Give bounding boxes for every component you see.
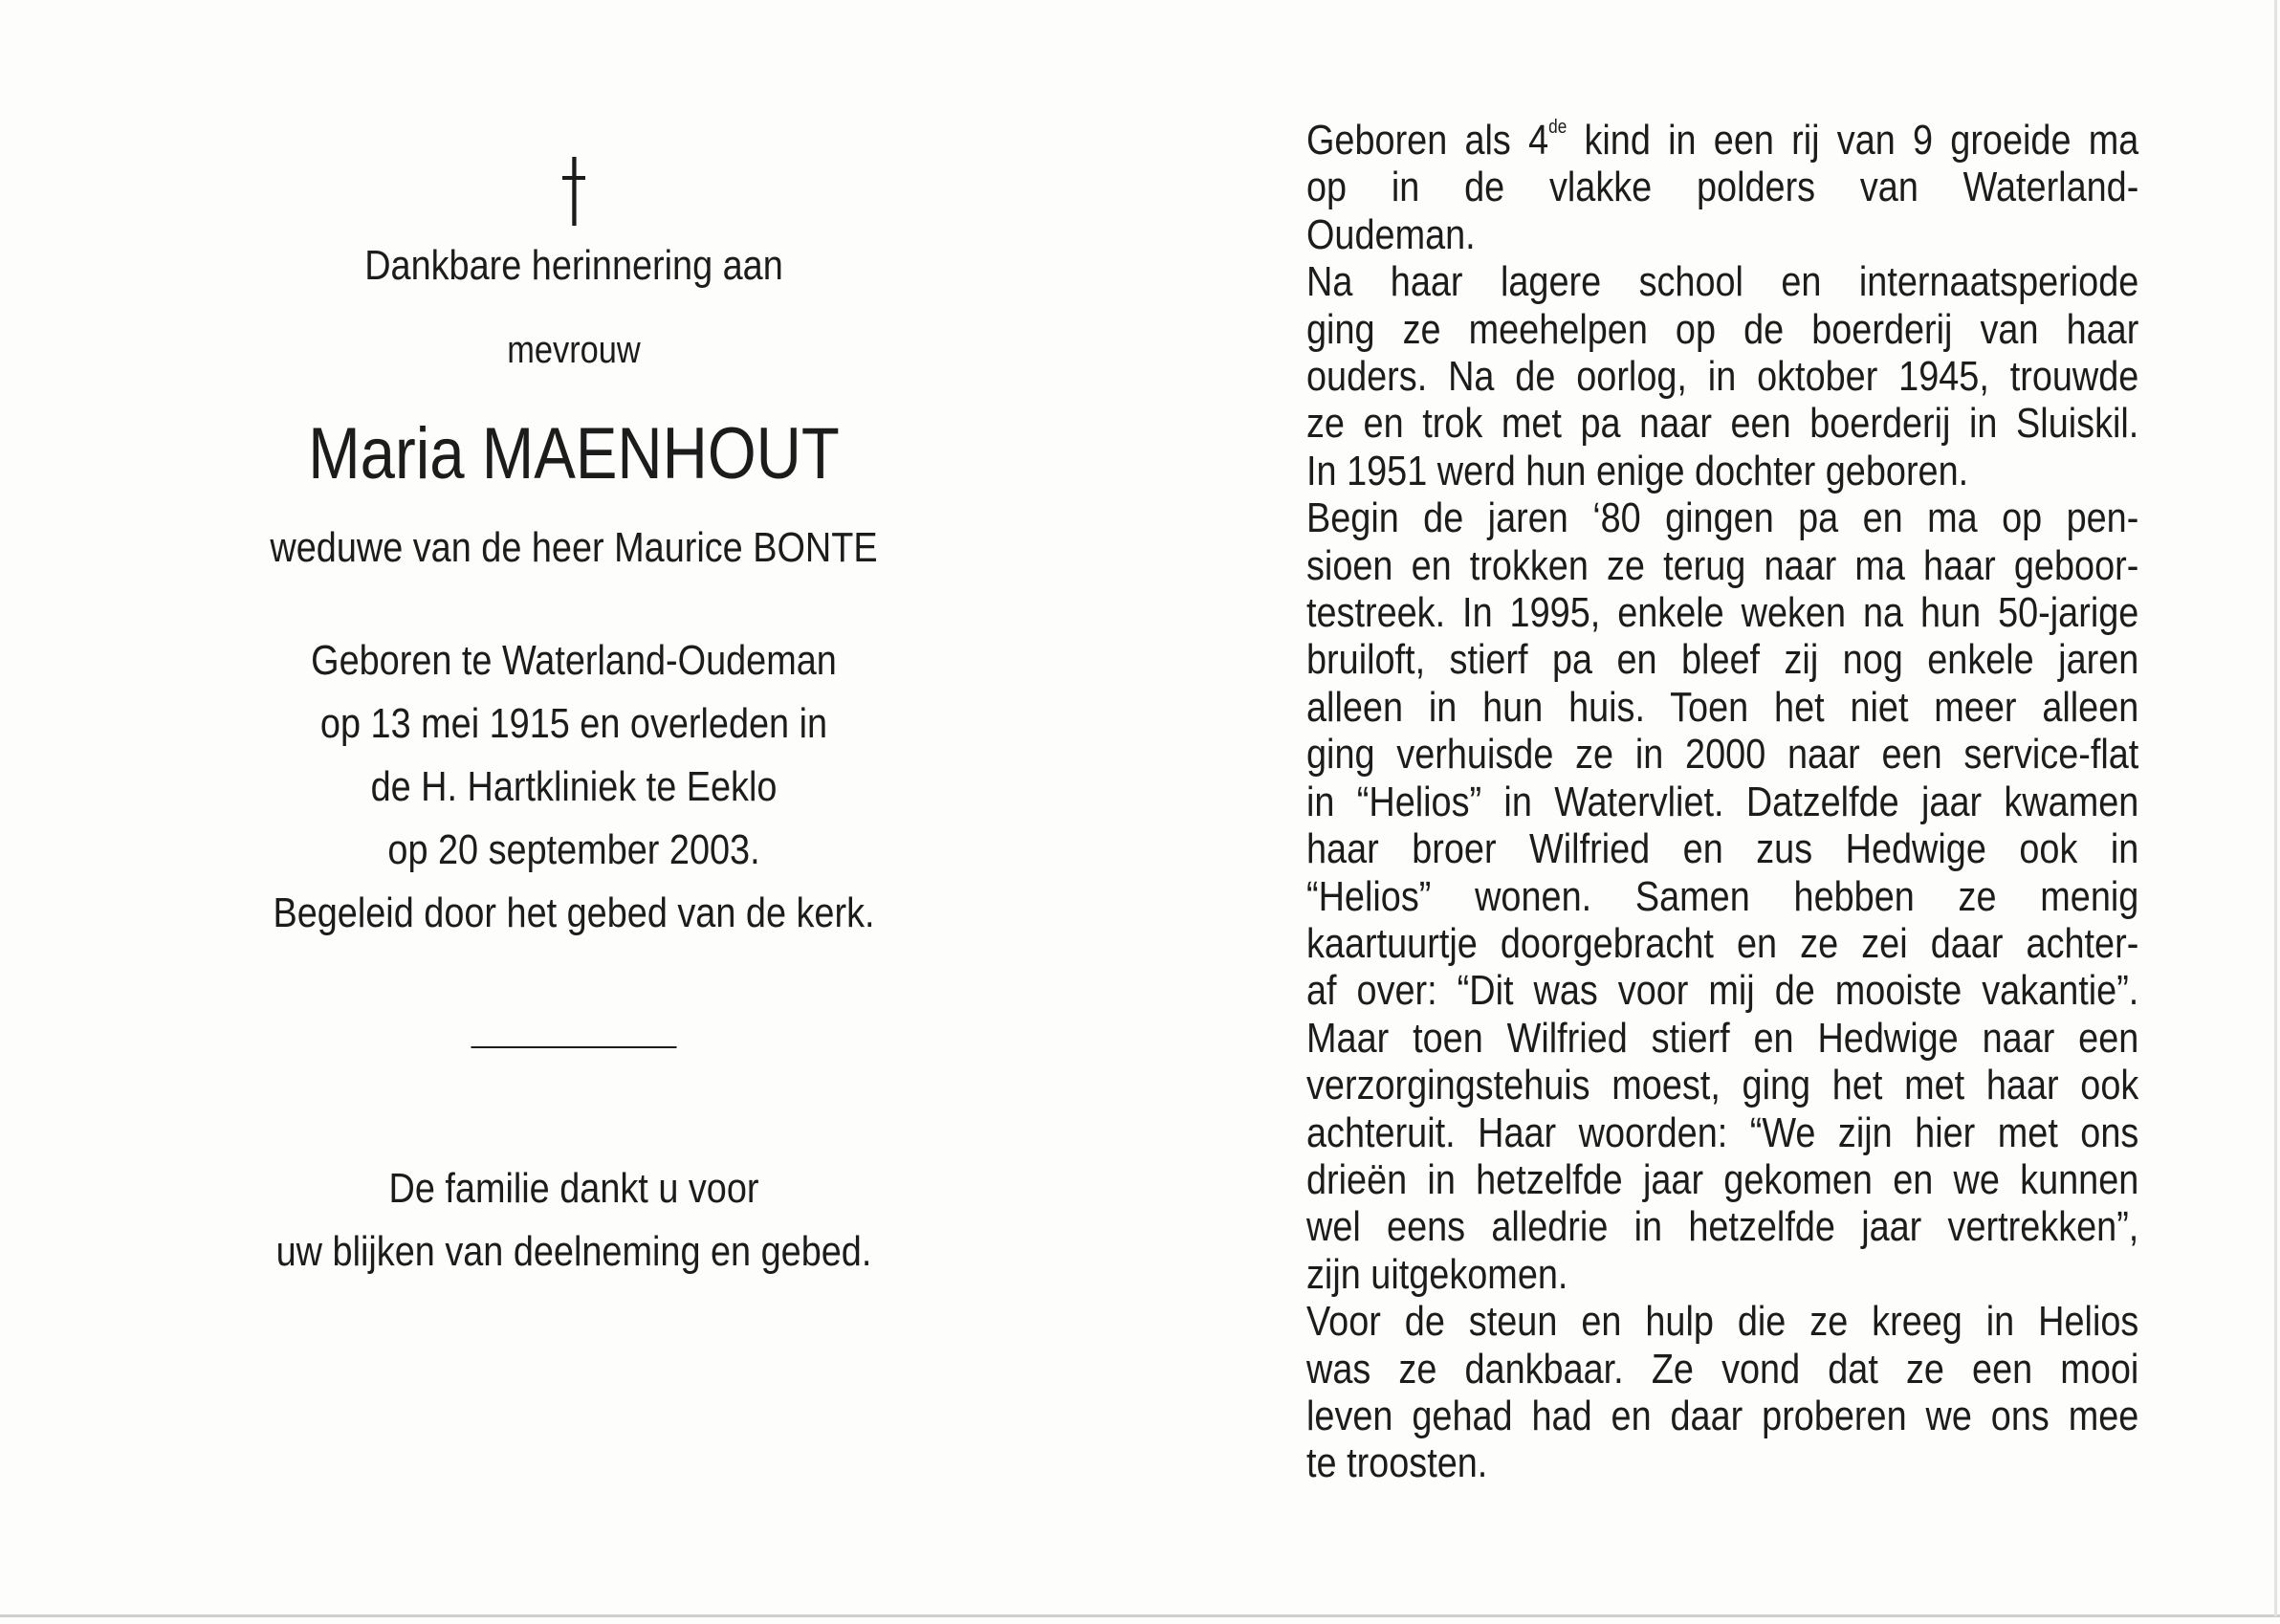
thanks-line: De familie dankt u voor (388, 1165, 759, 1212)
life-story-line: alleen in hun huis. Toen het niet meer alleen (1306, 683, 2139, 731)
life-story-line: testreek. In 1995, enkele weken na hun 50-jarige (1306, 589, 2139, 637)
life-story-line: Voor de steun en hulp die ze kreeg in Helios (1306, 1298, 2139, 1346)
life-story-line: ging verhuisde ze in 2000 naar een service-flat (1306, 731, 2139, 779)
life-story-line: ouders. Na de oorlog, in oktober 1945, trouwde (1306, 353, 2139, 401)
thanks-line: uw blijken van deelneming en gebed. (275, 1228, 872, 1275)
remembrance-intro: Dankbare herinnering aan (364, 242, 783, 289)
life-story-line: Maar toen Wilfried stierf en Hedwige naar een (1306, 1014, 2139, 1062)
life-story-line: bruiloft, stierf pa en bleef zij nog enkele jaren (1306, 636, 2139, 684)
birth-death-details (270, 629, 878, 945)
bio-line: Begeleid door het gebed van de kerk. (273, 889, 875, 936)
ordinal-suffix: de (1548, 117, 1568, 138)
life-story-line: in “Helios” in Watervliet. Datzelfde jaar kwamen (1306, 778, 2139, 825)
life-story-line: Na haar lagere school en internaatsperiode (1306, 258, 2139, 306)
bio-line: de H. Hartkliniek te Eeklo (370, 763, 778, 810)
life-story-line: wel eens alledrie in hetzelfde jaar vertrekken”, (1306, 1203, 2139, 1251)
life-story-line: drieën in hetzelfde jaar gekomen en we kunnen (1306, 1155, 2139, 1203)
life-story-line: verzorgingstehuis moest, ging het met haar ook (1306, 1062, 2139, 1109)
life-story-line: haar broer Wilfried en zus Hedwige ook in (1306, 825, 2139, 873)
card-right-edge (2274, 0, 2277, 1616)
spouse-line: weduwe van de heer Maurice BONTE (270, 524, 878, 571)
life-story-line: kaartuurtje doorgebracht en ze zei daar achter- (1306, 919, 2139, 967)
life-story-line: Oudeman. (1306, 210, 1476, 258)
life-story-line: “Helios” wonen. Samen hebben ze menig (1306, 872, 2139, 920)
bio-line: op 13 mei 1915 en overleden in (319, 700, 828, 747)
first-line-start: Geboren als 4 (1306, 117, 1549, 164)
bio-line: Geboren te Waterland-Oudeman (311, 637, 837, 684)
family-thanks (270, 1157, 878, 1284)
memorial-front-column (270, 143, 878, 1284)
life-story-text (1306, 117, 2138, 1487)
life-story-line: ze en trok met pa naar een boerderij in Sluiskil. (1306, 400, 2139, 448)
life-story-line: achteruit. Haar woorden: “We zijn hier met ons (1306, 1108, 2139, 1156)
first-line-end: kind in een rij van 9 groeide ma (1567, 117, 2139, 164)
life-story-line: af over: “Dit was voor mij de mooiste vakantie”. (1306, 967, 2139, 1015)
card-bottom-edge (0, 1614, 2280, 1617)
deceased-name: Maria MAENHOUT (308, 413, 840, 494)
life-story-line: ging ze meehelpen op de boerderij van haar (1306, 305, 2139, 353)
life-story-line: op in de vlakke polders van Waterland- (1306, 164, 2139, 211)
life-story-line: zijn uitgekomen. (1306, 1250, 1568, 1298)
cross-icon-vertical (572, 157, 576, 226)
life-story-line: leven gehad had en daar proberen we ons mee (1306, 1392, 2139, 1439)
life-story-line: In 1951 werd hun enige dochter geboren. (1306, 447, 1969, 494)
life-story-line: te troosten. (1306, 1439, 1488, 1487)
life-story-column (1306, 117, 2138, 1487)
life-story-line (1306, 117, 2138, 164)
cross-icon-horizontal (562, 176, 585, 180)
honorific: mevrouw (507, 329, 641, 371)
life-story-line: sioen en trokken ze terug naar ma haar geboor- (1306, 541, 2139, 589)
life-story-line: was ze dankbaar. Ze vond dat ze een mooi (1306, 1345, 2139, 1393)
cross-icon (270, 143, 878, 230)
bio-line: op 20 september 2003. (387, 826, 760, 873)
life-story-line: Begin de jaren ‘80 gingen pa en ma op pen- (1306, 494, 2139, 542)
separator-line (471, 1046, 677, 1048)
